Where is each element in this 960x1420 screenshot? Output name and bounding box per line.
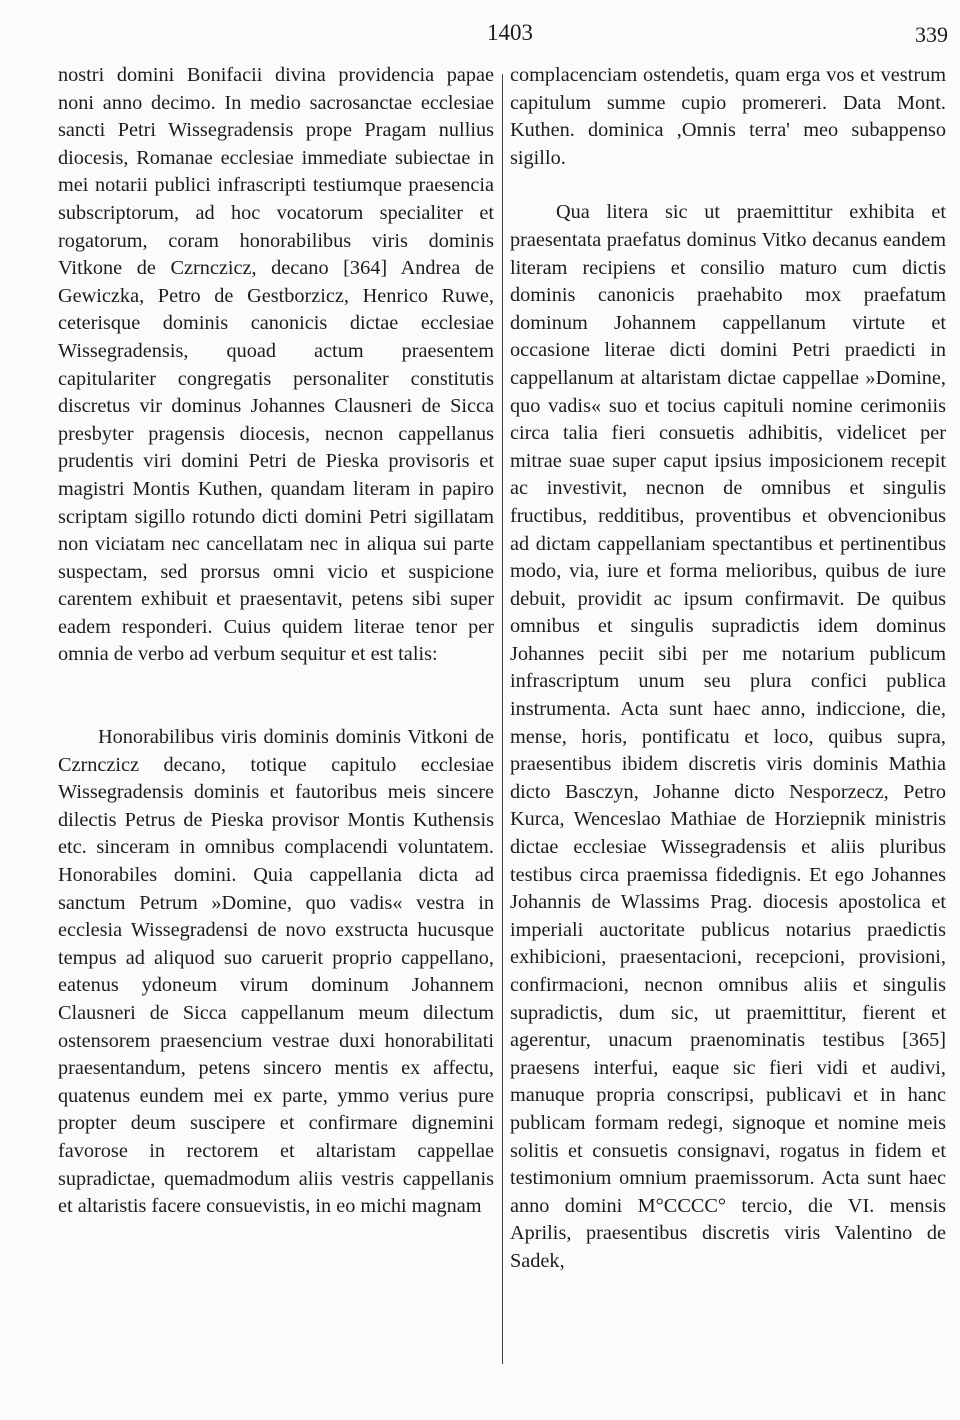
page-number: 339	[915, 22, 948, 47]
investiture-record: Qua litera sic ut praemittitur exhibita et praesentata praefatus dominus Vitko decanus eandem literam recipiens et consilio maturo cum dictis dominis canonicis praehabito mox praefatum dominum Johannem cappellanum virtute et occasione literae dicti domini Petri praedicti in cappellanum at altaristam dictae cappellae »Domine, quo vadis« suo et tocius capituli nomine cerimoniis circa talia fieri consuetis adhibitis, videlicet per mitrae suae super caput ipsius imposicionem recepit ac investivit, necnon de omnibus et singulis fructibus, redditibus, proventibus et obvencionibus ad dictam cappellaniam spectantibus et pertinentibus modo, via, iure et forma melioribus, quibus de iure debuit, providit ac ipsum confirmavit. De quibus omnibus et singulis supradictis idem dominus Johannes peciit sibi per me notarium publicum infrascriptum unum seu plura confici publica instrumenta. Acta sunt haec anno, indiccione, die, mense, horis, pontificatu et loco, quibus supra, praesentibus ibidem discretis viris dominis Mathia dicto Basczyn, Johanne dicto Nesporzecz, Petro Kurca, Wenceslao Mathiae de Horziepnik ministris dictae ecclesiae Wissegradensis et aliis pluribus testibus circa praemissa fidedignis. Et ego Johannes Johannis de Wlassims Prag. diocesis apostolica et imperiali auctoritate publicus notarius praedictis exhibicioni, praesentacioni, recepcioni, provisioni, confirmacioni, necnon omnibus aliis et singulis supradictis, dum sic, ut praemittitur, fierent et agerentur, unacum praenominatis testibus [365] praesens interfui, eaque sic fieri vidi et audivi, manuque propria conscripsi, publicavi et in hanc publicam formam redegi, signoque et nomine meis solitis et consuetis consignavi, rogatus in fidem et testimonium omnium praemissorum. Acta sunt haec anno domini M°CCCC° tercio, die VI. mensis Aprilis, praesentibus discretis viris Valentino de Sadek,	[510, 201, 946, 1272]
column-divider	[502, 74, 503, 1364]
left-column	[58, 62, 494, 1221]
right-column	[510, 62, 946, 1276]
notarial-preamble: nostri domini Bonifacii divina providencia papae noni anno decimo. In medio sacrosanctae ecclesiae sancti Petri Wissegradensis prope Pragam nullius diocesis, Romanae ecclesiae immediate subiectae in mei notarii publici infrascripti testiumque praesencia subscriptorum, ad hoc vocatorum specialiter et rogatorum, coram honorabilibus viris dominis Vitkone de Czrnczicz, decano [364] Andrea de Gewiczka, Petro de Gestborzicz, Henrico Ruwe, ceterisque dominis canonicis dictae ecclesiae Wissegradensis, quoad actum praesentem capitulariter congregatis personaliter constitutis discretus vir dominus Johannes Clausneri de Sicca presbyter pragensis diocesis, necnon cappellanus prudentis viri domini Petri de Pieska provisoris et magistri Montis Kuthen, quandam literam in papiro scriptam sigillo rotundo dicti domini Petri sigillatam non viciatam nec cancellatam nec in aliqua sui parte suspectam, sed prorsus omni vicio et suspicione carentem exhibuit et praesentavit, petens sibi super eadem responderi. Cuius quidem literae tenor per omnia de verbo ad verbum sequitur et est talis:	[58, 64, 494, 666]
letter-closing: complacenciam ostendetis, quam erga vos et vestrum capitulum summe cupio promereri. Data Mont. Kuthen. dominica ,Omnis terra' meo subappenso sigillo.	[510, 64, 946, 169]
page-header	[0, 0, 960, 50]
inserted-letter: Honorabilibus viris dominis dominis Vitkoni de Czrnczicz decano, totique capitulo ecclesiae Wissegradensis dominis et fautoribus meis sincere dilectis Petrus de Pieska provisor Montis Kuthensis etc. sinceram in omnibus complacendi voluntatem. Honorabiles domini. Quia cappellania dicta ad sanctum Petrum »Domine, quo vadis« vestra in ecclesia Wissegradensi de novo exstructa hucusque tempus ad aliquod suo caruerit proprio cappellano, eatenus ydoneum virum dominum Johannem Clausneri de Sicca cappellanum meum dilectum ostensorem praesencium vestrae duxi honorabilitati praesentandum, petens sincero mentis ex affectu, quatenus eundem mei ex parte, ymmo verius pure propter deum suscipere et confirmare dignemini favorose in rectorem et altaristam cappellae supradictae, quemadmodum aliis vestris cappellanis et altaristis facere consuevistis, in eo michi magnam	[58, 726, 494, 1218]
running-head-year: 1403	[487, 20, 533, 45]
